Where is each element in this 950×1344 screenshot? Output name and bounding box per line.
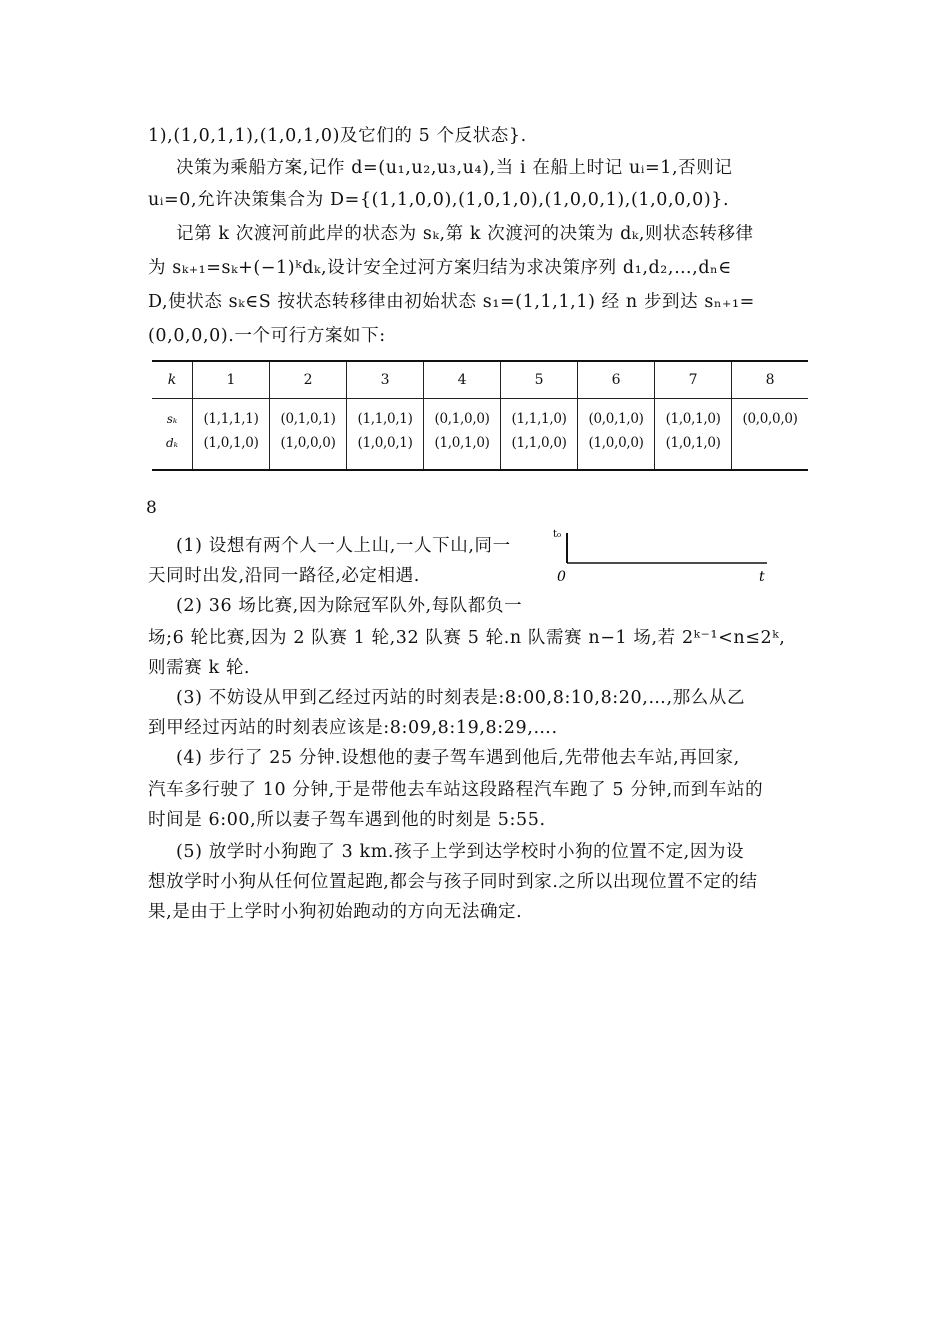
decision-value: (1,0,1,0): [434, 435, 490, 451]
answer-line-4: 场;6 轮比赛,因为 2 队赛 1 轮,32 队赛 5 轮.n 队需赛 n−1 场,若 2ᵏ⁻¹<n≤2ᵏ,: [148, 628, 786, 648]
state-value: (1,1,0,1): [357, 411, 413, 427]
intro-line-7: (0,0,0,0).一个可行方案如下:: [148, 326, 386, 346]
state-value: (1,1,1,0): [511, 411, 567, 427]
table-cell: [424, 399, 501, 471]
k-header-label: k: [152, 361, 193, 399]
intro-line-1: 1),(1,0,1,1),(1,0,1,0)及它们的 5 个反状态}.: [148, 126, 527, 146]
answer-line-12: 想放学时小狗从任何位置起跑,都会与孩子同时到家.之所以出现位置不定的结: [148, 872, 758, 892]
decision-value: (1,0,0,1): [357, 435, 413, 451]
state-value: (1,0,1,0): [665, 411, 721, 427]
state-value: (0,1,0,0): [434, 411, 490, 427]
table-cell: [270, 399, 347, 471]
column-header: 1: [193, 361, 270, 399]
column-header: 2: [270, 361, 347, 399]
section-number: 8: [146, 498, 157, 518]
state-value: (0,0,1,0): [588, 411, 644, 427]
column-header: 7: [655, 361, 732, 399]
answer-line-11: (5) 放学时小狗跑了 3 km.孩子上学到达学校时小狗的位置不定,因为设: [176, 842, 745, 862]
column-header: 3: [347, 361, 424, 399]
diagram-origin-label: 0: [557, 569, 566, 585]
decision-value: (1,0,1,0): [665, 435, 721, 451]
intro-line-3: uᵢ=0,允许决策集合为 D={(1,1,0,0),(1,0,1,0),(1,0,0,1),(1,0,0,0)}.: [148, 190, 730, 210]
intro-line-4: 记第 k 次渡河前此岸的状态为 sₖ,第 k 次渡河的决策为 dₖ,则状态转移律: [176, 224, 754, 244]
intro-line-5: 为 sₖ₊₁=sₖ+(−1)ᵏdₖ,设计安全过河方案归结为求决策序列 d₁,d₂,…,dₙ∈: [148, 258, 732, 278]
column-header: 8: [732, 361, 808, 399]
table-header-row: [152, 361, 808, 399]
decision-value: (1,0,1,0): [203, 435, 259, 451]
table-cell: [578, 399, 655, 471]
table-body-row: [152, 399, 808, 471]
table-cell: [193, 399, 270, 471]
state-value: (1,1,1,1): [203, 411, 259, 427]
table-cell: [732, 399, 808, 471]
state-value: (0,1,0,1): [280, 411, 336, 427]
answer-line-2: 天同时出发,沿同一路径,必定相遇.: [148, 566, 420, 586]
state-value: (0,0,0,0): [742, 411, 798, 427]
diagram-axis-label: t: [759, 569, 765, 585]
intro-line-2: 决策为乘船方案,记作 d=(u₁,u₂,u₃,u₄),当 i 在船上时记 uᵢ=1,否则记: [176, 158, 733, 178]
diagram-top-label: t₀: [553, 529, 562, 540]
answer-line-3: (2) 36 场比赛,因为除冠军队外,每队都负一: [176, 596, 523, 616]
time-axis-diagram: [545, 525, 775, 585]
crossing-plan-table: [152, 360, 808, 471]
decision-value: (1,0,0,0): [588, 435, 644, 451]
row-labels-cell: [152, 399, 193, 471]
answer-line-8: (4) 步行了 25 分钟.设想他的妻子驾车遇到他后,先带他去车站,再回家,: [176, 748, 740, 768]
column-header: 4: [424, 361, 501, 399]
decision-value: (1,1,0,0): [511, 435, 567, 451]
answer-line-10: 时间是 6:00,所以妻子驾车遇到他的时刻是 5:55.: [148, 810, 546, 830]
d-row-label: dₖ: [165, 436, 179, 450]
answer-line-9: 汽车多行驶了 10 分钟,于是带他去车站这段路程汽车跑了 5 分钟,而到车站的: [148, 780, 764, 800]
answer-line-1: (1) 设想有两个人一人上山,一人下山,同一: [176, 536, 511, 556]
answer-line-7: 到甲经过丙站的时刻表应该是:8:09,8:19,8:29,….: [148, 718, 558, 738]
intro-line-6: D,使状态 sₖ∈S 按状态转移律由初始状态 s₁=(1,1,1,1) 经 n 步到达 sₙ₊₁=: [148, 292, 755, 312]
table-cell: [347, 399, 424, 471]
answer-line-13: 果,是由于上学时小狗初始跑动的方向无法确定.: [148, 902, 523, 922]
s-row-label: sₖ: [166, 412, 178, 426]
column-header: 6: [578, 361, 655, 399]
table-cell: [655, 399, 732, 471]
answer-line-5: 则需赛 k 轮.: [148, 658, 251, 678]
answer-line-6: (3) 不妨设从甲到乙经过丙站的时刻表是:8:00,8:10,8:20,…,那么从乙: [176, 688, 746, 708]
table-cell: [501, 399, 578, 471]
decision-value: (1,0,0,0): [280, 435, 336, 451]
column-header: 5: [501, 361, 578, 399]
